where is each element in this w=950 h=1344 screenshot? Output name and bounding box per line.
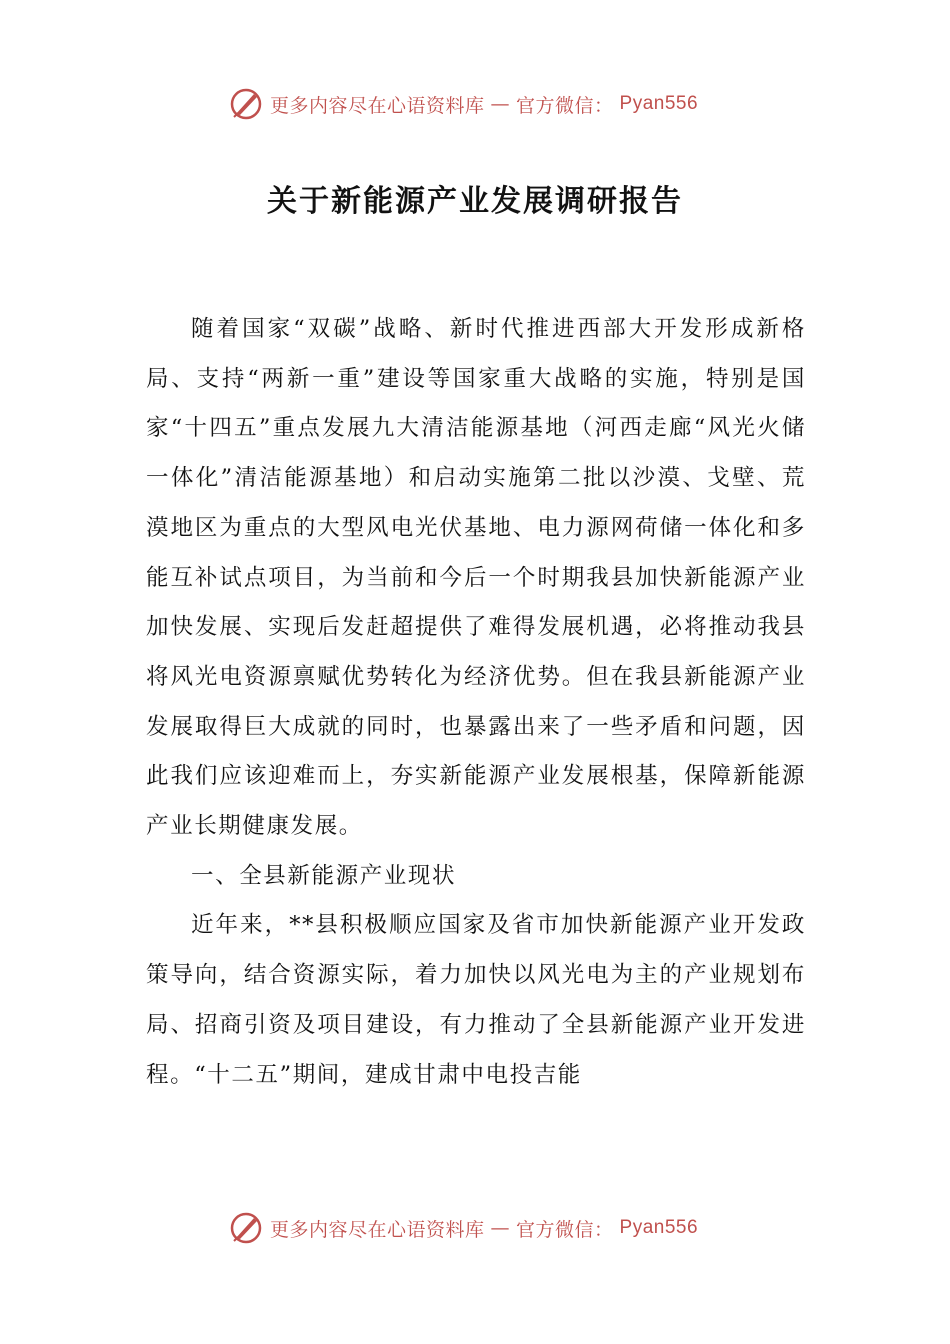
section-heading: 一、全县新能源产业现状 [191, 862, 457, 889]
banner-wechat-label: 官方微信： [516, 94, 614, 117]
footer-banner [228, 1208, 728, 1248]
paragraph-section-1: 近年来，**县积极顺应国家及省市加快新能源产业开发政策导向，结合资源实际，着力加快以风光电为主的产业规划布局、招商引资及项目建设，有力推动了全县新能源产业开发进程。“十二五”期间，建成甘肃中电投吉能 [146, 912, 806, 1088]
document-body [146, 305, 806, 1100]
banner-text: 更多内容尽在心语资料库 [270, 94, 485, 117]
banner-dash: — [490, 93, 511, 115]
banner-wechat-label: 官方微信： [516, 1218, 614, 1241]
document-title: 关于新能源产业发展调研报告 [267, 184, 683, 219]
header-banner [228, 84, 728, 124]
banner-wechat-id: Pyan556 [619, 93, 699, 114]
quill-logo-icon [228, 86, 264, 122]
paragraph-intro: 随着国家“双碳”战略、新时代推进西部大开发形成新格局、支持“两新一重”建设等国家重大战略的实施，特别是国家“十四五”重点发展九大清洁能源基地（河西走廊“风光火储一体化”清洁能源基地）和启动实施第二批以沙漠、戈壁、荒漠地区为重点的大型风电光伏基地、电力源网荷储一体化和多能互补试点项目，为当前和今后一个时期我县加快新能源产业加快发展、实现后发赶超提供了难得发展机遇，必将推动我县将风光电资源禀赋优势转化为经济优势。但在我县新能源产业发展取得巨大成就的同时，也暴露出来了一些矛盾和问题，因此我们应该迎难而上，夯实新能源产业发展根基，保障新能源产业长期健康发展。 [146, 316, 806, 840]
banner-dash: — [490, 1217, 511, 1239]
banner-wechat-id: Pyan556 [619, 1217, 699, 1238]
quill-logo-icon [228, 1210, 264, 1246]
banner-text: 更多内容尽在心语资料库 [270, 1218, 485, 1241]
